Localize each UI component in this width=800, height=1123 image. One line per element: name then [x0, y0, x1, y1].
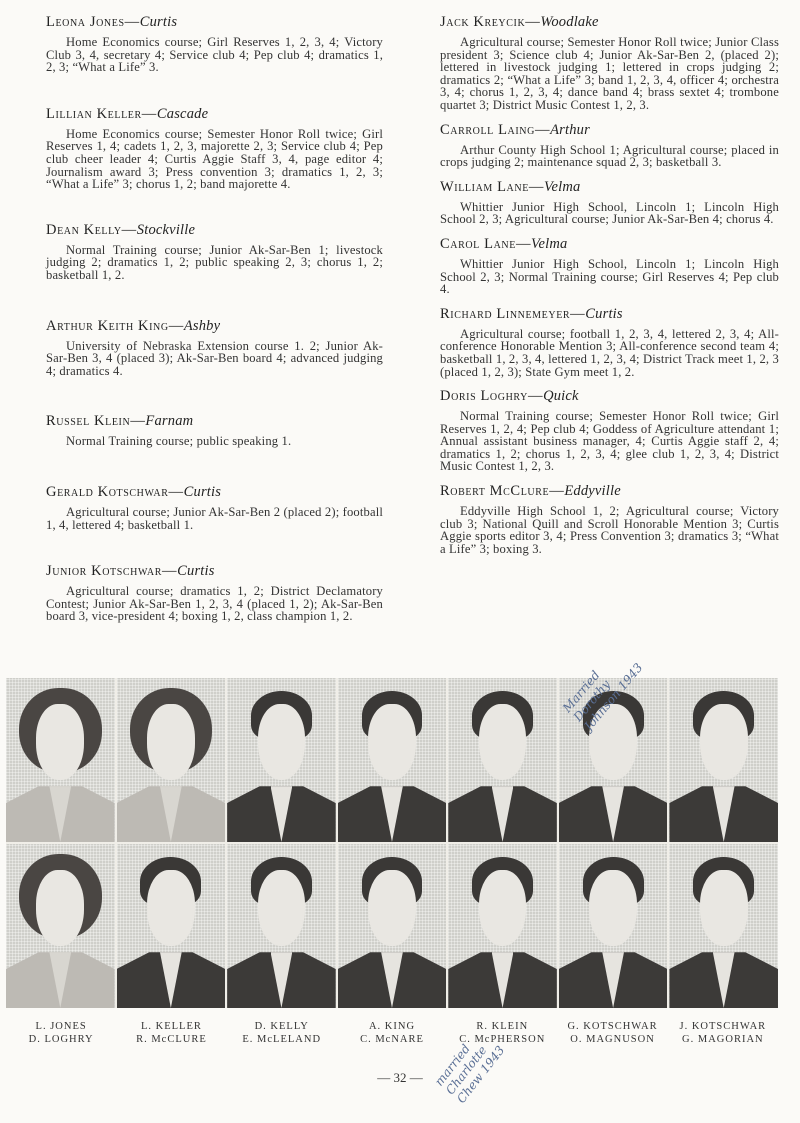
- student-entry: [440, 306, 779, 378]
- portrait-face: [258, 870, 306, 945]
- student-activities: Home Economics course; Semester Honor Roll twice; Girl Reserves 1, 4; cadets 1, 2, 3, majorette 2, 3; Service club 4; Pep club cheer leader 4; Curtis Aggie Staff 3, 4, page editor 4; Journalism award 3; Press convention 3; dramatics 1, 2, 3; “What a Life” 3; chorus 1, 2; band majorette 4.: [46, 126, 383, 192]
- student-name: Doris Loghry—Quick: [440, 388, 579, 405]
- hometown: Velma: [544, 178, 581, 195]
- student-name: Russel Klein—Farnam: [46, 413, 194, 430]
- caption-column: L. KELLER R. McCLURE: [136, 1021, 207, 1045]
- student-activities: Whittier Junior High School, Lincoln 1; Lincoln High School 2, 3; Normal Training course; Girl Reserves 4; Pep club 4.: [440, 256, 779, 297]
- student-name: Robert McClure—Eddyville: [440, 483, 621, 500]
- student-name: Leona Jones—Curtis: [46, 14, 178, 30]
- student-entry: [46, 14, 383, 74]
- student-activities: Eddyville High School 1, 2; Agricultural course; Victory club 3; National Quill and Scroll Honorable Mention 3; Curtis Aggie sports editor 3, 4; Press Convention 3; dramatics 3; “What a Life” 3; boxing 3.: [440, 504, 779, 556]
- portrait-face: [368, 704, 416, 779]
- caption-column: G. KOTSCHWAR O. MAGNUSON: [567, 1021, 658, 1045]
- student-portrait: [669, 678, 778, 842]
- student-name: Junior Kotschwar—Curtis: [46, 563, 215, 580]
- handwritten-note: married Charlotte Chew 1943: [432, 1041, 508, 1106]
- student-activities: Normal Training course; Junior Ak-Sar-Ben 1; livestock judging 2; dramatics 1, 2; public speaking 2, 3; chorus 1, 2; basketball 1, 2.: [46, 242, 383, 282]
- caption-column: D. KELLY E. McLELAND: [242, 1021, 322, 1045]
- student-portrait: [117, 678, 226, 842]
- portrait-face: [479, 704, 527, 779]
- hometown: Woodlake: [540, 14, 599, 30]
- portrait-face: [147, 870, 195, 945]
- student-entry: [440, 122, 779, 169]
- student-portrait: [227, 678, 336, 842]
- student-name: Dean Kelly—Stockville: [46, 221, 196, 238]
- student-name: Carroll Laing—Arthur: [440, 121, 590, 138]
- hometown: Curtis: [183, 483, 222, 500]
- student-portrait: [338, 844, 447, 1008]
- portrait-face: [36, 870, 84, 945]
- student-portrait: [6, 844, 115, 1008]
- portrait-captions: [6, 1020, 778, 1046]
- student-portrait: [6, 678, 115, 842]
- hometown: Ashby: [183, 317, 221, 334]
- student-name: William Lane—Velma: [440, 178, 581, 195]
- student-entry: [440, 236, 779, 296]
- caption-column: R. KLEIN C. McPHERSON: [459, 1021, 546, 1045]
- hometown: Eddyville: [564, 483, 621, 500]
- student-entry: [440, 179, 779, 226]
- student-activities: Agricultural course; football 1, 2, 3, 4, lettered 2, 3, 4; All-conference Honorable Mention 3; All-conference second team 4; basketball 1, 2, 3, 4, lettered 1, 2, 3, 4; District Track meet 1, 2, 3 (placed 1, 2, 3); State Gym meet 1, 2.: [440, 326, 779, 379]
- student-portrait: [338, 678, 447, 842]
- student-entry: [46, 318, 383, 378]
- caption-column: L. JONES D. LOGHRY: [28, 1021, 94, 1045]
- student-portrait: [227, 844, 336, 1008]
- student-activities: Agricultural course; Semester Honor Roll twice; Junior Class president 3; Science club 4; Junior Ak-Sar-Ben 2, (placed 2); lettered in livestock judging 1; lettered in crops judging 2; dramatics 2; “What a Life” 3; band 1, 2, 3, 4, officer 4; orchestra 3, 4; chorus 1, 2, 3, 4; dance band 4; brass sextet 4; trombone quartet 3; District Music Contest 1, 2, 3.: [440, 35, 779, 112]
- hometown: Arthur: [550, 121, 590, 138]
- student-portrait: [669, 844, 778, 1008]
- student-portrait: [117, 844, 226, 1008]
- hometown: Cascade: [156, 105, 209, 122]
- portrait-face: [368, 870, 416, 945]
- left-column: [46, 14, 383, 623]
- portrait-face: [479, 870, 527, 945]
- portrait-face: [147, 704, 195, 779]
- student-activities: Whittier Junior High School, Lincoln 1; Lincoln High School 2, 3; Agricultural course; Junior Ak-Sar-Ben 4; chorus 4.: [440, 199, 779, 227]
- hometown: Curtis: [585, 305, 623, 322]
- student-activities: University of Nebraska Extension course 1. 2; Junior Ak-Sar-Ben 3, 4 (placed 3); Ak-Sar-Ben board 4; advanced judging 4; dramatics 4.: [46, 338, 383, 378]
- student-entry: [440, 483, 779, 555]
- hometown: Stockville: [136, 221, 196, 238]
- student-entry: [46, 563, 383, 623]
- hometown: Curtis: [139, 14, 178, 30]
- student-entry: [46, 413, 383, 448]
- student-entry: [46, 106, 383, 191]
- student-name: Jack Kreycik—Woodlake: [440, 14, 599, 30]
- portrait-face: [258, 704, 306, 779]
- right-column: [440, 14, 779, 555]
- student-activities: Agricultural course; Junior Ak-Sar-Ben 2 (placed 2); football 1, 4, lettered 4; basketball 1.: [46, 504, 384, 532]
- portrait-face: [36, 704, 84, 779]
- student-name: Arthur Keith King—Ashby: [46, 317, 221, 334]
- portrait-face: [589, 870, 637, 945]
- student-portrait: [448, 678, 557, 842]
- student-portrait: [448, 844, 557, 1008]
- portrait-grid: [6, 678, 778, 1008]
- student-activities: Normal Training course; Semester Honor Roll twice; Girl Reserves 1, 2, 4; Pep club 4; Goddess of Agriculture attendant 1; Annual assistant business manager, 4; Curtis Aggie staff 2, 4; dramatics 1, 2; chorus 1, 2, 3, 4; glee club 1, 2, 3, 4; District Music Contest 1, 2, 3.: [440, 409, 779, 474]
- student-activities: Normal Training course; public speaking 1.: [66, 434, 292, 449]
- caption-column: A. KING C. McNARE: [360, 1021, 424, 1045]
- student-entry: [440, 388, 779, 473]
- student-entry: [46, 484, 383, 531]
- hometown: Curtis: [177, 563, 215, 580]
- portrait-face: [700, 870, 748, 945]
- hometown: Velma: [531, 235, 568, 252]
- student-name: Carol Lane—Velma: [440, 235, 568, 252]
- student-activities: Arthur County High School 1; Agricultural course; placed in crops judging 2; maintenance squad 2, 3; basketball 3.: [440, 142, 779, 170]
- student-activities: Agricultural course; dramatics 1, 2; District Declamatory Contest; Junior Ak-Sar-Ben 1, 2, 3, 4 (placed 1, 2); Ak-Sar-Ben board 3, vice-president 4; boxing 1, 2, class champion 1, 2.: [46, 584, 383, 624]
- student-portrait: [559, 844, 668, 1008]
- hometown: Farnam: [145, 413, 194, 430]
- page-number: — 32 —: [377, 1070, 423, 1085]
- portrait-face: [700, 704, 748, 779]
- hometown: Quick: [543, 388, 579, 405]
- student-activities: Home Economics course; Girl Reserves 1, 2, 3, 4; Victory Club 3, 4, secretary 4; Service club 4; Pep club 4; dramatics 1, 2, 3; “What a Life” 3.: [46, 35, 383, 75]
- handwritten-note: Married Dorothy Johnson 1943: [560, 660, 646, 733]
- student-entry: [440, 14, 779, 112]
- student-entry: [46, 222, 383, 282]
- student-name: Richard Linnemeyer—Curtis: [440, 305, 623, 322]
- caption-column: J. KOTSCHWAR G. MAGORIAN: [679, 1021, 767, 1045]
- student-name: Gerald Kotschwar—Curtis: [46, 483, 222, 500]
- student-name: Lillian Keller—Cascade: [46, 105, 209, 122]
